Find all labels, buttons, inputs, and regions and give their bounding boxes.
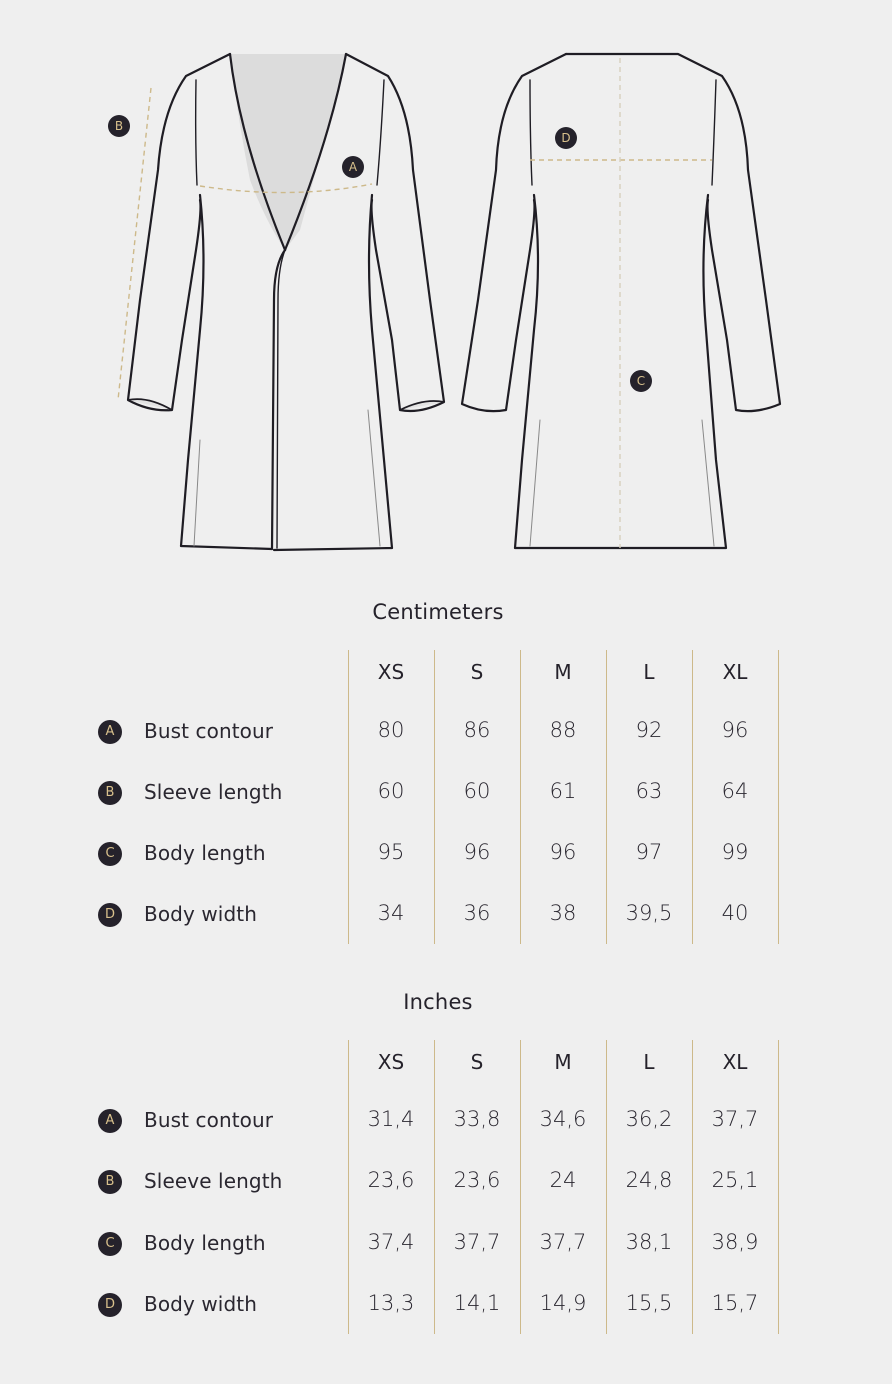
table-cell: 36,2: [625, 1107, 673, 1131]
table-cell: 38: [549, 901, 577, 925]
marker-b-badge: B: [108, 115, 130, 137]
marker-a-badge: A: [342, 156, 364, 178]
row-badge: A: [98, 720, 122, 744]
table-cell: 34,6: [539, 1107, 587, 1131]
table-cell: 15,7: [711, 1291, 759, 1315]
size-header: S: [470, 1050, 484, 1074]
row-label: Body length: [144, 841, 266, 865]
table-cell: 97: [635, 840, 663, 864]
row-label: Body width: [144, 902, 257, 926]
row-label: Body width: [144, 1292, 257, 1316]
table-cell: 95: [377, 840, 405, 864]
table-cell: 96: [463, 840, 491, 864]
row-badge: D: [98, 1293, 122, 1317]
row-badge: C: [98, 1232, 122, 1256]
table-cell: 37,4: [367, 1230, 415, 1254]
table-cell: 37,7: [539, 1230, 587, 1254]
size-header: XL: [722, 660, 748, 684]
row-badge: B: [98, 781, 122, 805]
table-cell: 23,6: [367, 1168, 415, 1192]
table-cell: 38,9: [711, 1230, 759, 1254]
row-badge: C: [98, 842, 122, 866]
row-badge: D: [98, 903, 122, 927]
table-cell: 24,8: [625, 1168, 673, 1192]
table-cell: 61: [549, 779, 577, 803]
row-label: Sleeve length: [144, 780, 283, 804]
table-cell: 39,5: [625, 901, 673, 925]
size-header: L: [643, 1050, 655, 1074]
table-cell: 24: [549, 1168, 577, 1192]
table-cell: 14,9: [539, 1291, 587, 1315]
inches-title: Inches: [403, 990, 473, 1014]
table-cell: 64: [721, 779, 749, 803]
table-cell: 63: [635, 779, 663, 803]
garment-illustration: [0, 0, 892, 570]
table-cell: 60: [463, 779, 491, 803]
size-header: M: [554, 1050, 572, 1074]
size-header: XL: [722, 1050, 748, 1074]
row-label: Bust contour: [144, 719, 274, 743]
table-cell: 60: [377, 779, 405, 803]
table-cell: 31,4: [367, 1107, 415, 1131]
row-badge: A: [98, 1109, 122, 1133]
row-label: Sleeve length: [144, 1169, 283, 1193]
row-label: Body length: [144, 1231, 266, 1255]
row-label: Bust contour: [144, 1108, 274, 1132]
table-cell: 15,5: [625, 1291, 673, 1315]
table-cell: 37,7: [453, 1230, 501, 1254]
size-header: XS: [377, 660, 405, 684]
table-cell: 99: [721, 840, 749, 864]
column-divider: [778, 1040, 779, 1334]
cardigan-technical-drawing: [0, 0, 892, 570]
marker-c-badge: C: [630, 370, 652, 392]
table-cell: 34: [377, 901, 405, 925]
table-cell: 96: [721, 718, 749, 742]
table-cell: 88: [549, 718, 577, 742]
table-cell: 92: [635, 718, 663, 742]
table-cell: 40: [721, 901, 749, 925]
table-cell: 23,6: [453, 1168, 501, 1192]
marker-d-badge: D: [555, 127, 577, 149]
size-header: S: [470, 660, 484, 684]
table-cell: 25,1: [711, 1168, 759, 1192]
row-badge: B: [98, 1170, 122, 1194]
size-header: XS: [377, 1050, 405, 1074]
table-cell: 37,7: [711, 1107, 759, 1131]
table-cell: 80: [377, 718, 405, 742]
table-cell: 13,3: [367, 1291, 415, 1315]
table-cell: 33,8: [453, 1107, 501, 1131]
table-cell: 86: [463, 718, 491, 742]
centimeters-title: Centimeters: [372, 600, 504, 624]
column-divider: [778, 650, 779, 944]
table-cell: 14,1: [453, 1291, 501, 1315]
table-cell: 38,1: [625, 1230, 673, 1254]
table-cell: 96: [549, 840, 577, 864]
size-header: L: [643, 660, 655, 684]
size-header: M: [554, 660, 572, 684]
table-cell: 36: [463, 901, 491, 925]
